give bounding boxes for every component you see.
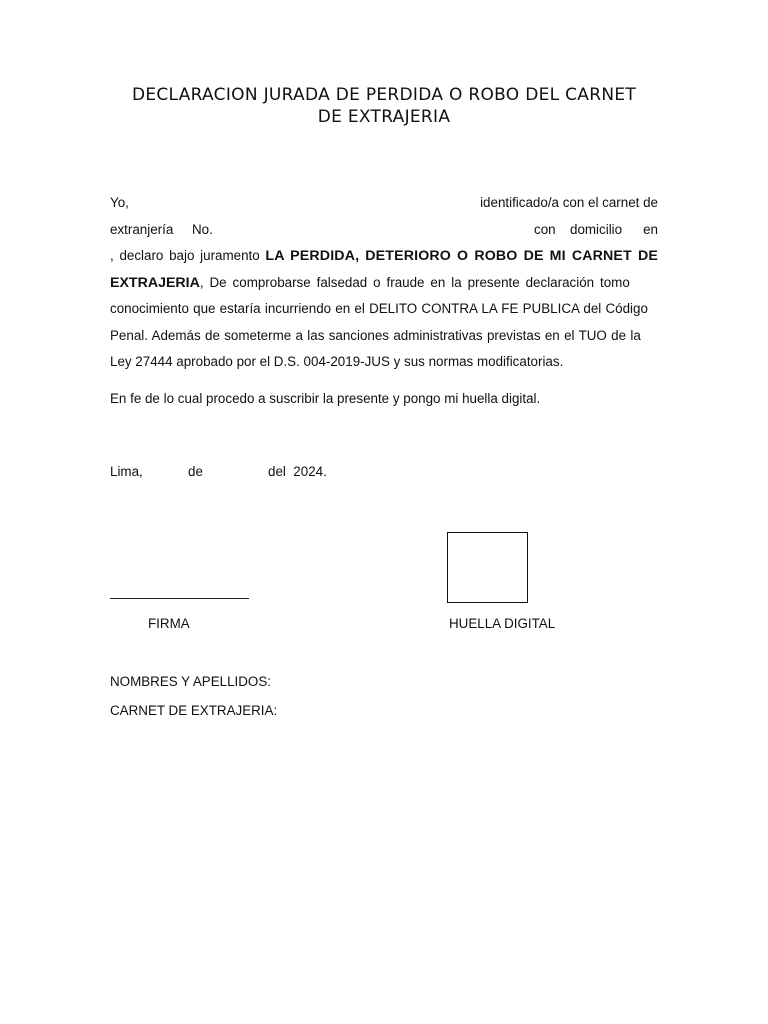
text-identificado: identificado/a con el carnet de <box>480 195 658 210</box>
paragraph-line-7 <box>110 352 658 372</box>
text-bold-statement: LA PERDIDA, DETERIORO O ROBO DE MI CARNET DE <box>265 248 658 264</box>
text-falsedad: , De comprobarse falsedad o fraude en la presente declaración tomo <box>199 275 630 290</box>
signature-line <box>110 598 249 599</box>
text-con: con <box>534 222 556 237</box>
text-de: de <box>188 464 203 479</box>
paragraph-line-1 <box>110 193 658 213</box>
text-en: en <box>643 222 658 237</box>
paragraph-line-3 <box>110 246 658 266</box>
fingerprint-box <box>447 532 528 603</box>
text-extranjeria: extranjería <box>110 222 174 237</box>
paragraph-line-2 <box>110 220 658 240</box>
paragraph-line-6 <box>110 326 658 346</box>
text-year: del 2024. <box>268 464 327 479</box>
text-conocimiento: conocimiento que estaría incurriendo en el DELITO CONTRA LA FE PUBLICA del Código <box>110 301 648 316</box>
text-juramento: juramento <box>200 248 260 263</box>
paragraph-2 <box>110 389 658 409</box>
names-label: NOMBRES Y APELLIDOS: <box>110 674 272 689</box>
text-ley: Ley 27444 aprobado por el D.S. 004-2019-JUS y sus normas modificatorias. <box>110 354 564 369</box>
text-penal: Penal. Además de someterme a las sanciones administrativas previstas en el TUO de la <box>110 328 641 343</box>
date-line <box>110 462 658 482</box>
text-domicilio: domicilio <box>570 222 623 237</box>
text-comma: , <box>110 248 114 263</box>
carnet-label: CARNET DE EXTRAJERIA: <box>110 703 278 718</box>
text-bajo: bajo <box>169 248 195 263</box>
signature-label: FIRMA <box>148 616 190 631</box>
text-bold-extrajeria: EXTRAJERIA <box>110 275 200 291</box>
paragraph-line-5 <box>110 299 658 319</box>
text-declaro: declaro <box>119 248 164 263</box>
text-no: No. <box>192 222 213 237</box>
text-lima: Lima, <box>110 464 143 479</box>
title-line-1: DECLARACION JURADA DE PERDIDA O ROBO DEL CARNET <box>131 85 637 105</box>
text-en-fe: En fe de lo cual procedo a suscribir la presente y pongo mi huella digital. <box>110 391 541 406</box>
fingerprint-label: HUELLA DIGITAL <box>449 616 556 631</box>
title-line-2: DE EXTRAJERIA <box>317 107 451 127</box>
document-title <box>100 84 668 128</box>
paragraph-line-4 <box>110 273 658 293</box>
text-yo: Yo, <box>110 195 129 210</box>
